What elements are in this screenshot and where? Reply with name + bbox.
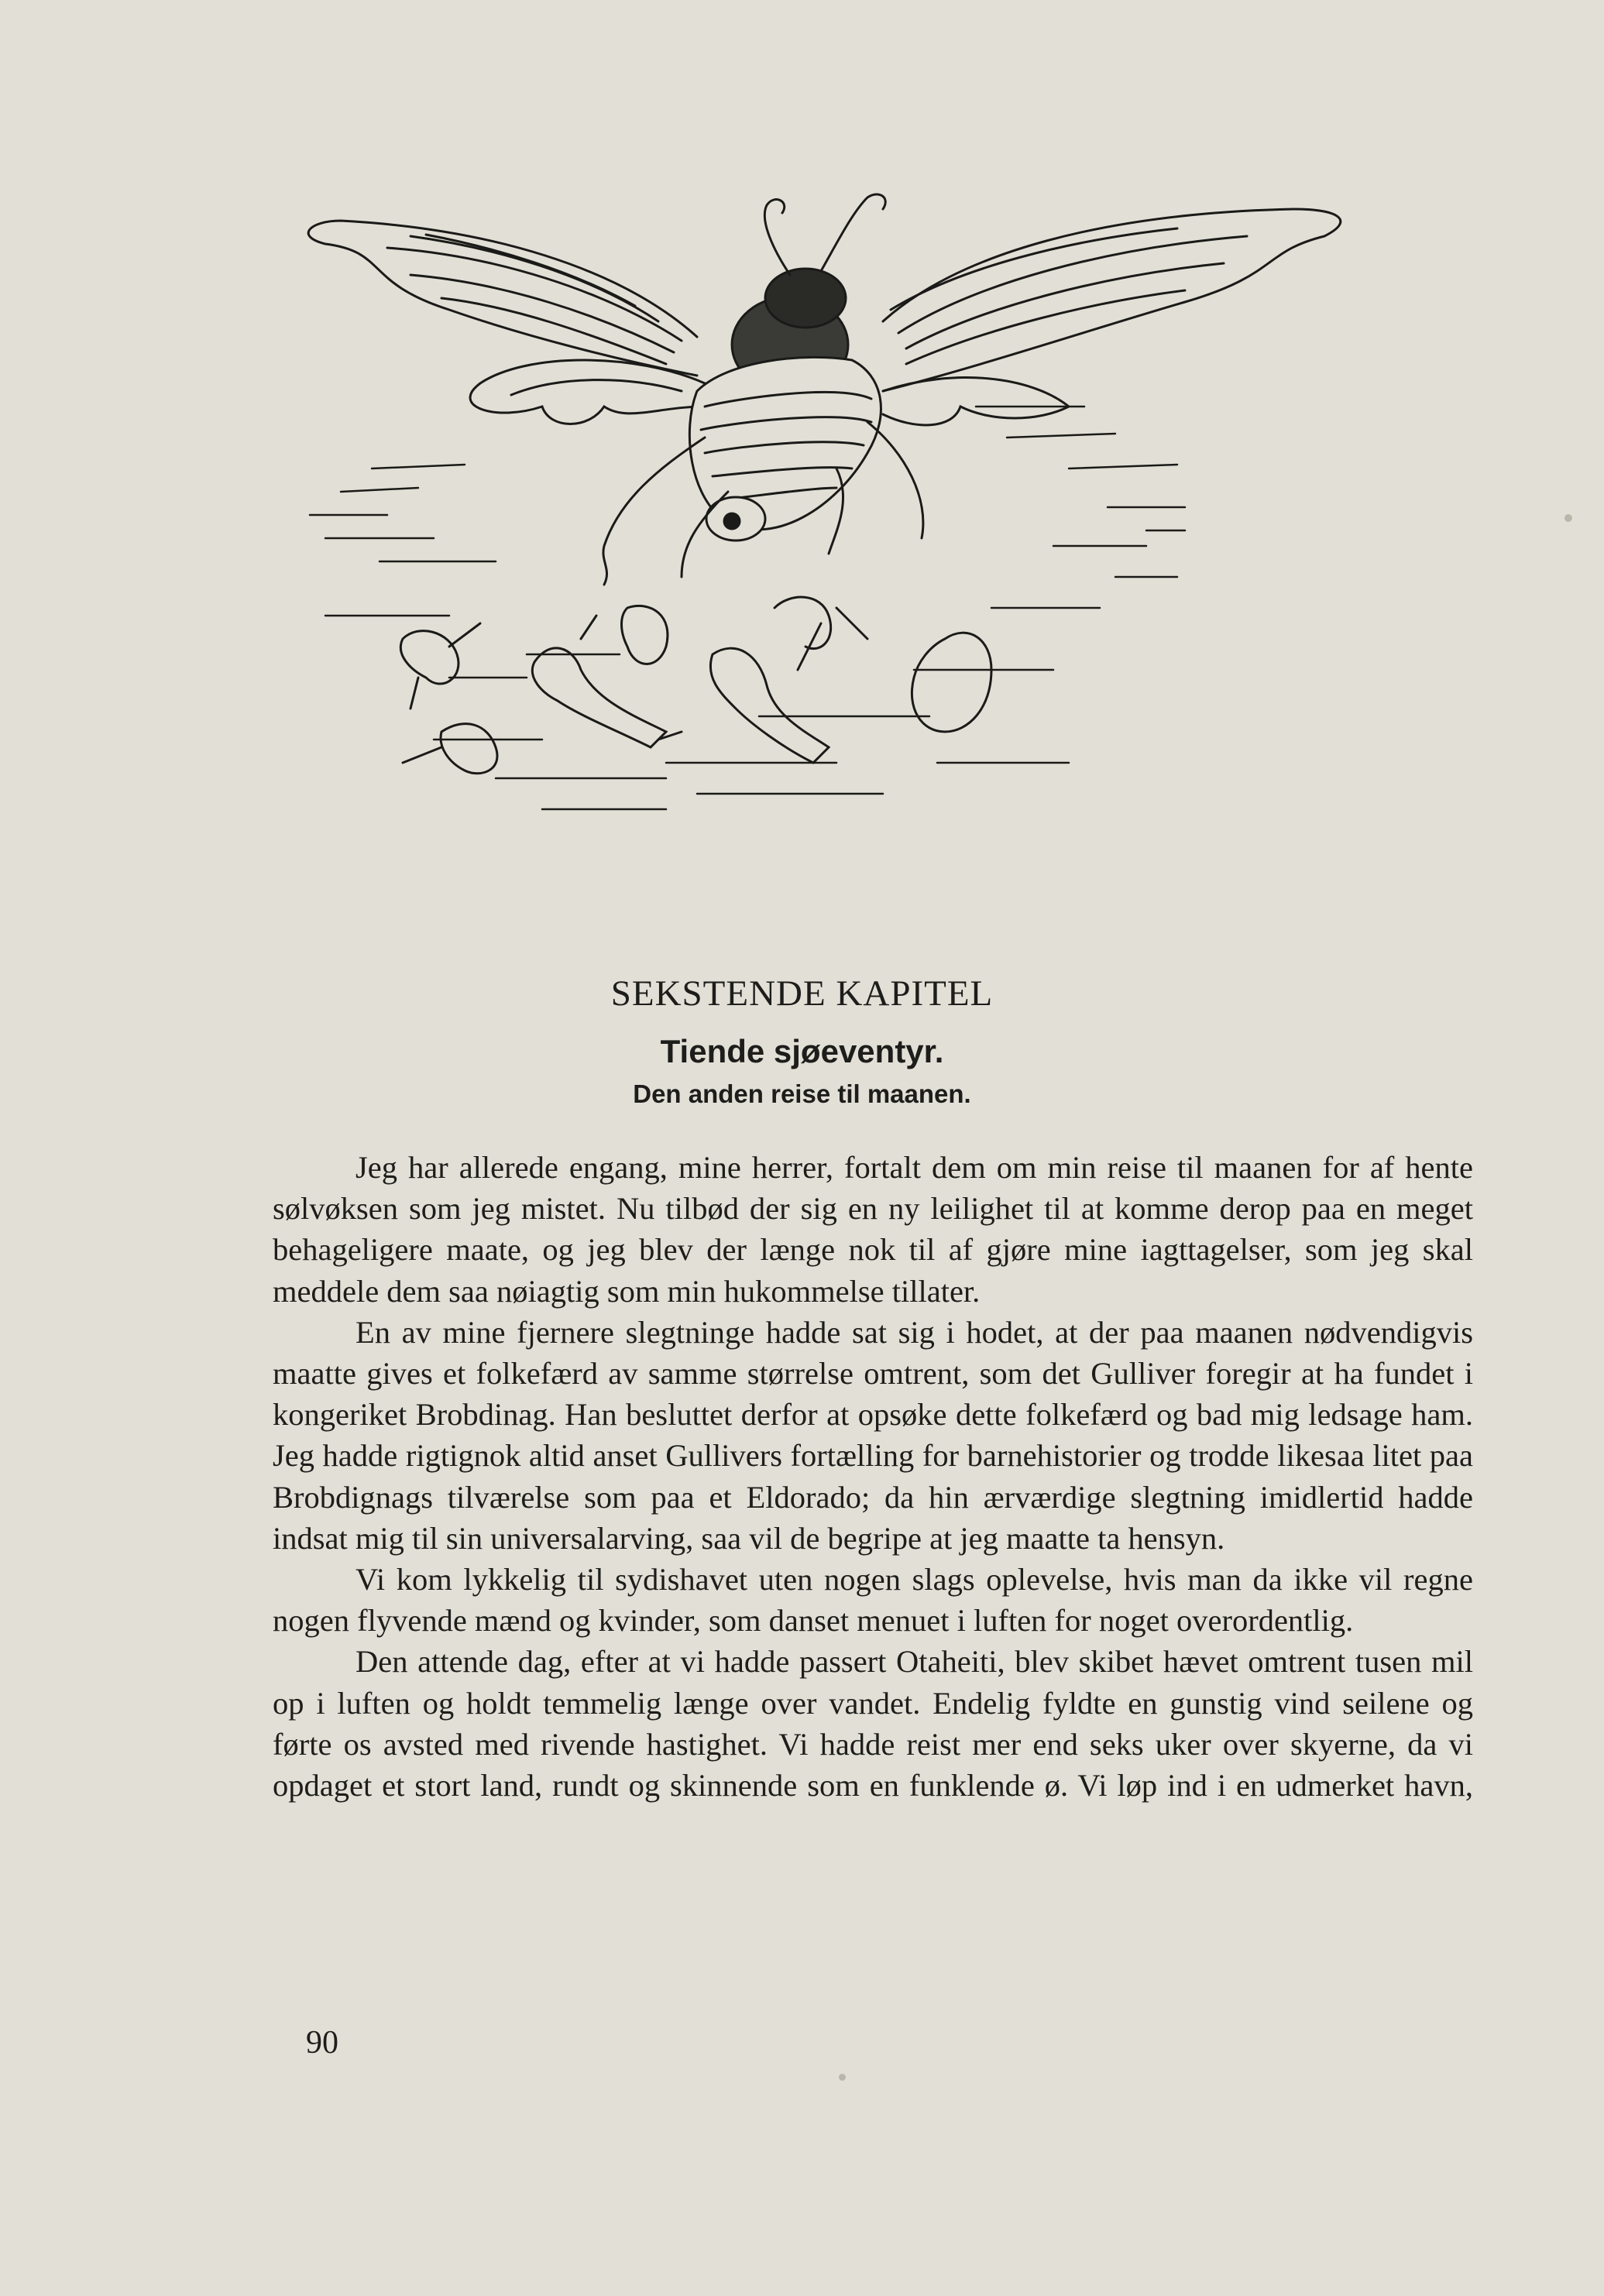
paper-speck — [1565, 514, 1572, 522]
chapter-title: Tiende sjøeventyr. — [660, 1033, 944, 1069]
chapter-subtitle: Den anden reise til maanen. — [633, 1079, 971, 1108]
paragraph: Jeg har allerede engang, mine herrer, fortalt dem om min reise til maanen for af hente sølvøksen som jeg mistet. Nu tilbød der sig en ny leilighet til at komme derop paa en meget behageligere maate, og jeg blev der længe nok til af gjøre mine iagttagelser, som jeg skal meddele dem saa nøiagtig som min hukommelse tillater. — [273, 1150, 1473, 1309]
chapter-heading: SEKSTENDE KAPITEL — [610, 973, 994, 1014]
body-text — [273, 1147, 1473, 1806]
paragraph: Den attende dag, efter at vi hadde passert Otaheiti, blev skibet hævet omtrent tusen mil op i luften og holdt temmelig længe over vandet. Endelig fyldte en gunstig vind seilene og førte os avsted med rivende hastighet. Vi hadde reist mer end seks uker over skyerne, da vi opdaget et stort land, rundt og skinnende som en funklende ø. Vi løp ind i en udmerket havn, — [273, 1644, 1473, 1804]
beetle-body — [603, 194, 923, 585]
paper-speck — [839, 2074, 846, 2081]
paragraph: En av mine fjernere slegtninge hadde sat sig i hodet, at der paa maanen nødvendigvis maatte gives et folkefærd av samme størrelse omtrent, som det Gulliver foregir at ha fundet i kongeriket Brobdinag. Han besluttet derfor at opsøke dette folkefærd og bad mig ledsage ham. Jeg hadde rigtignok altid anset Gullivers fortælling for barnehistorier og trodde likesaa litet paa Brobdignags tilværelse som paa et Eldorado; da hin ærværdige slegtning imidlertid hadde indsat mig til sin universalarving, saa vil de begripe at jeg maatte ta hensyn. — [273, 1314, 1473, 1556]
right-wing — [883, 209, 1341, 391]
beetle-engraving-illustration — [294, 174, 1425, 856]
page-number: 90 — [306, 2025, 338, 2061]
paragraph: Vi kom lykkelig til sydishavet uten nogen slags oplevelse, hvis man da ikke vil regne nogen flyvende mænd og kvinder, som danset menuet i luften for noget overordentlig. — [273, 1562, 1473, 1639]
falling-figures — [400, 597, 991, 774]
left-wing — [308, 221, 697, 376]
